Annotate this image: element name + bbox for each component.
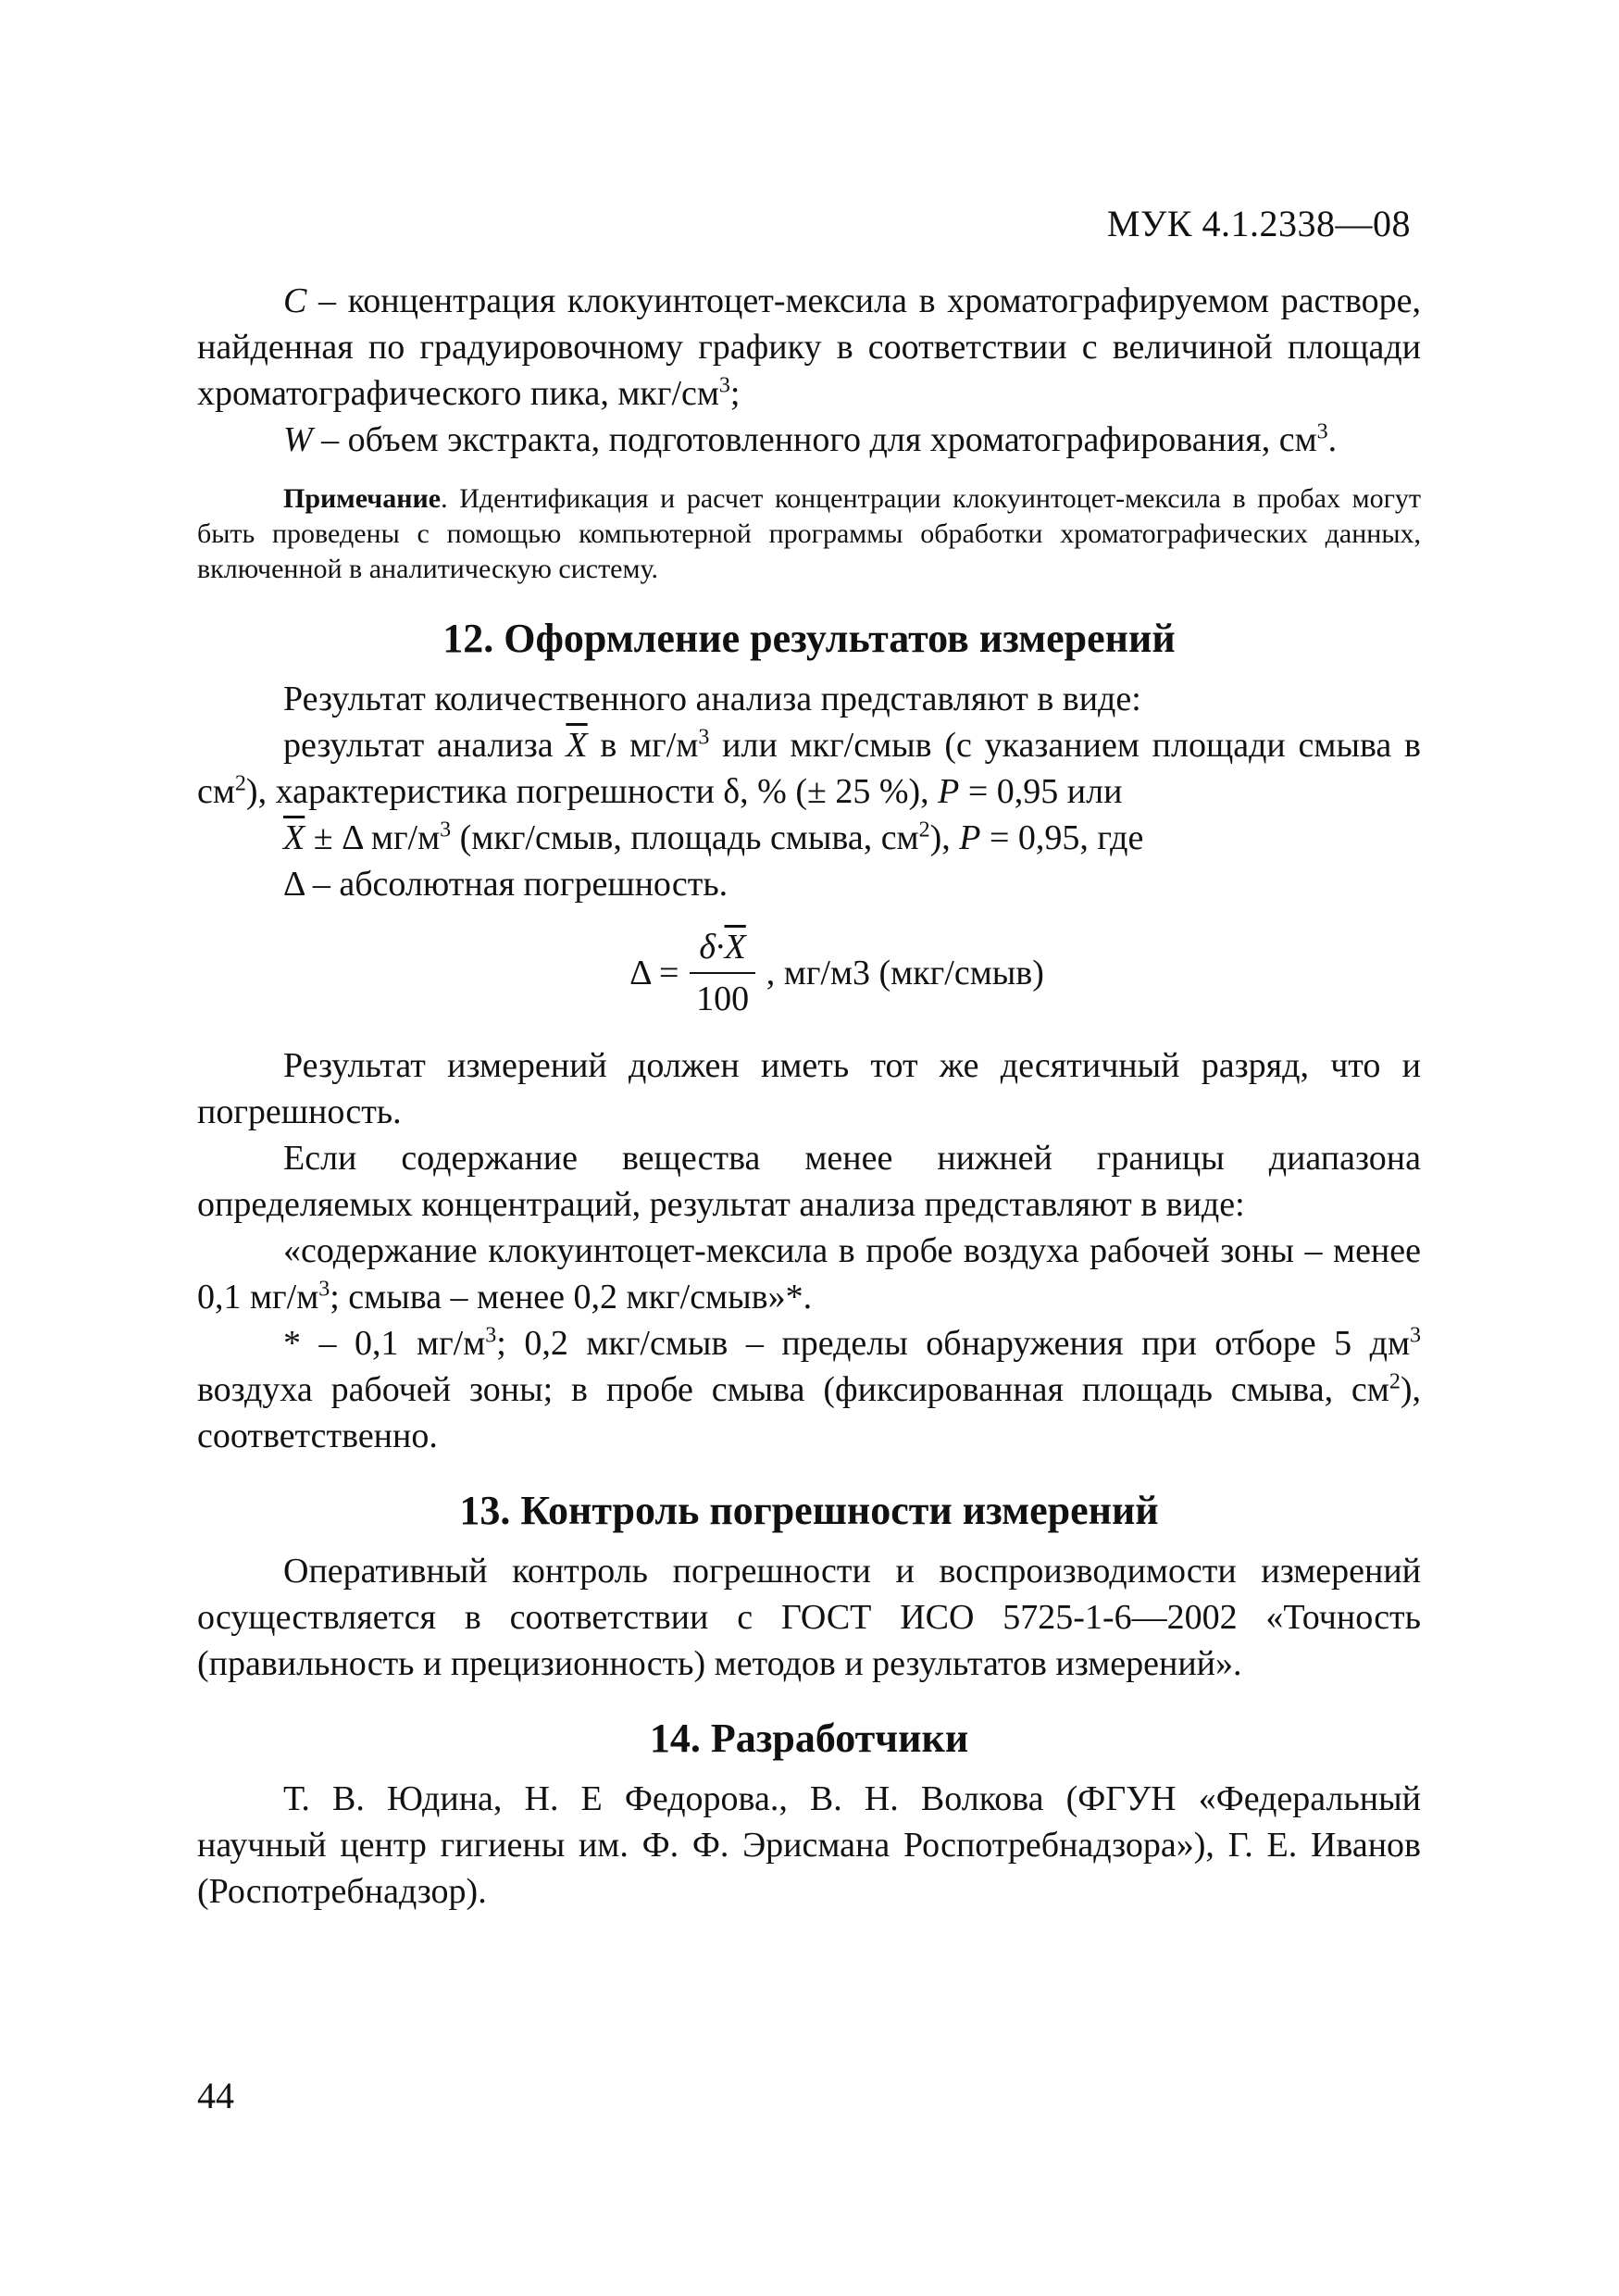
s13-paragraph-1: Оперативный контроль погрешности и воспроизводимости измерений осуществляется в соответствии с ГОСТ ИСО 5725-1-6—2002 «Точность (правильность и прецизионность) методов и результатов измерений». — [197, 1552, 1421, 1683]
s12-paragraph-3: $\overline{X} \pm \Delta$ $мг/м^3$ (мкг/смыв, площадь смыва, $см^2$), P = 0,95, где — [283, 817, 1144, 857]
s14-paragraph-1: Т. В. Юдина, Н. Е Федорова., В. Н. Волкова (ФГУН «Федеральный научный центр гигиены им. Ф. Ф. Эрисмана Роспотребнадзора»), Г. Е. Иванов (Роспотребнадзор). — [197, 1779, 1421, 1911]
document-body — [197, 278, 1421, 1915]
s12-paragraph-7: «содержание клокуинтоцет-мексила в пробе воздуха рабочей зоны – менее 0,1 $мг/м^3$; смыва – менее 0,2 мкг/смыв»*. — [197, 1231, 1421, 1316]
s12-paragraph-4: Δ – абсолютная погрешность. — [283, 865, 729, 904]
formula-lhs: Δ = — [629, 954, 679, 992]
document-code: МУК 4.1.2338—08 — [1106, 203, 1411, 244]
section-12-title: 12. Оформление результатов измерений — [442, 616, 1176, 661]
section-13-title: 13. Контроль погрешности измерений — [459, 1488, 1159, 1533]
s12-paragraph-1: Результат количественного анализа представляют в виде: — [283, 680, 1141, 718]
formula-rhs: , мг/м3 (мкг/смыв) — [766, 954, 1044, 992]
s12-paragraph-6: Если содержание вещества менее нижней границы диапазона определяемых концентраций, результат анализа представляют в виде: — [197, 1139, 1421, 1224]
definition-w: W – объем экстракта, подготовленного для хроматографирования, $см^3$. — [283, 419, 1338, 459]
note-paragraph: Примечание. Идентификация и расчет концентрации клокуинтоцет-мексила в пробах могут быть проведены с помощью компьютерной программы обработки хроматографических данных, включенной в аналитическую систему. — [197, 483, 1421, 584]
page-number: 44 — [197, 2075, 234, 2116]
s12-paragraph-2: результат анализа $\overline{X}$ в $мг/м^3$ или мкг/смыв (с указанием площади смыва в $см^2$), характеристика погрешности δ, % (± 25 %), P = 0,95 или — [197, 725, 1422, 811]
formula-denominator: 100 — [696, 980, 750, 1018]
definition-c: C – концентрация клокуинтоцет-мексила в хроматографируемом растворе, найденная по градуировочному графику в соответствии с величиной площади хроматографического пика, мкг/$см^3$; — [197, 281, 1421, 413]
s12-paragraph-5: Результат измерений должен иметь тот же десятичный разряд, что и погрешность. — [197, 1046, 1421, 1131]
note-label: Примечание — [283, 483, 442, 514]
error-formula — [197, 924, 1421, 1022]
s12-footnote: * – 0,1 $мг/м^3$; 0,2 мкг/смыв – пределы обнаружения при отборе 5 $дм^3$ воздуха рабочей зоны; в пробе смыва (фиксированная площадь смыва, $см^2$), соответственно. — [197, 1323, 1421, 1455]
formula-fraction — [690, 924, 754, 1022]
section-14-title: 14. Разработчики — [649, 1716, 969, 1761]
formula-numerator: $\delta\cdot\overline{X}$ — [690, 924, 754, 974]
